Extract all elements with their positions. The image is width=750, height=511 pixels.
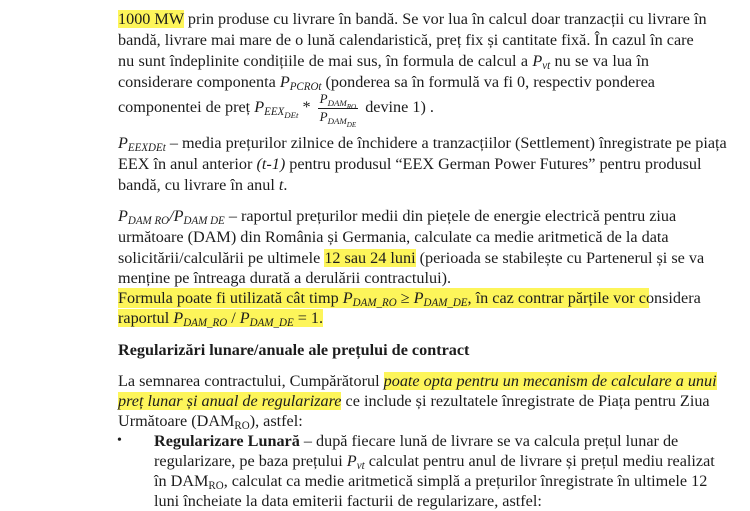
highlight-formula-ratio: raportul $P_{DAM\_RO} / P_{DAM\_DE} = 1$. [118, 309, 324, 329]
p4-line-2: preț lunar și anual de regularizare ce include și rezultatele înregistrate de Piața pentru Ziua [118, 392, 710, 410]
bullet-line-1: Regularizare Lunară – după fiecare lună de livrare se va calcula prețul lunar de [154, 432, 679, 450]
section-heading: Regularizări lunare/anuale ale prețului de contract [118, 341, 470, 359]
p3-line-3: solicitării/calculării pe ultimele 12 sau 24 luni (perioada se stabilește cu Partenerul și se va [118, 249, 705, 267]
highlight-optional-mechanism: poate opta pentru un mecanism de calculare a unui [383, 372, 717, 390]
p2-line-3: bandă, cu livrare în anul t. [118, 176, 288, 194]
p1-line-3: nu sunt îndeplinite condițiile de mai sus, în formula de calcul a $P_{vt}$ nu se va lua în [118, 52, 649, 72]
highlight-formula-condition: Formula poate fi utilizată cât timp $P_{DAM\_RO} \ge P_{DAM\_DE}$, în caz contrar părțile vor considera [118, 289, 701, 309]
p4-line-1: La semnarea contractului, Cumpărătorul poate opta pentru un mecanism de calculare a unui [118, 372, 717, 390]
p1-line-2: bandă, livrare mai mare de o lună calendaristică, preț fix și cantitate fixă. În cazul în care [118, 31, 694, 49]
p1-line-1: 1000 MW prin produse cu livrare în bandă. Se vor lua în calcul doar tranzacții cu livrare în [118, 10, 707, 28]
highlight-12-24-luni: 12 sau 24 luni [324, 249, 416, 267]
highlight-regularization-price: preț lunar și anual de regularizare [118, 392, 342, 410]
p2-line-1: $P_{EEXDEt}$ – media prețurilor zilnice de închidere a tranzacțiilor (Settlement) înregistrate pe piața [118, 134, 727, 154]
bullet-line-2: regularizare, pe baza prețului $P_{vt}$ calculat pentru anul de livrare și prețul mediu realizat [154, 452, 715, 472]
p3-line-4: menține pe întreaga durată a derulării contractului). [118, 269, 452, 287]
p1-line-5-formula: componentei de preț $P_{EEX_{DEt}}$ * $\frac{P_{DAM_{RO}}}{P_{DAM_{DE}}}$ devine 1) . [118, 91, 434, 129]
p1-line-4: considerare componenta $P_{PCROt}$ (ponderea sa în formulă va fi 0, respectiv ponderea [118, 73, 655, 93]
highlight-1000mw: 1000 MW [118, 10, 184, 28]
ratio-fraction: $\frac{P_{DAM_{RO}}}{P_{DAM_{DE}}}$ [319, 91, 357, 129]
p4-line-3: Următoare $(DAM_{RO})$, astfel: [118, 412, 303, 432]
p3-line-2: următoare (DAM) din România și Germania, calculate ca medie aritmetică de la data [118, 228, 669, 246]
bullet-marker: • [117, 433, 122, 448]
p3-line-1: $P_{DAM RO}/P_{DAM DE}$ – raportul prețurilor medii din piețele de energie electrică pentru ziua [118, 207, 677, 227]
p2-line-2: EEX în anul anterior (t-1) pentru produsul “EEX German Power Futures” pentru produsul [118, 155, 702, 173]
bullet-line-3: în $DAM_{RO}$, calculat ca medie aritmetică simplă a prețurilor înregistrate în ultimele 12 [154, 472, 708, 492]
bullet-line-4: luni încheiate la data emiterii facturii de regularizare, astfel: [154, 492, 542, 510]
